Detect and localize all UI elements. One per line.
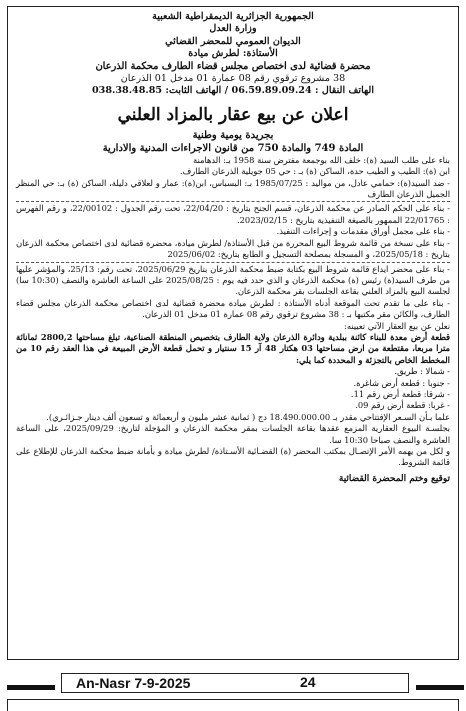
divider	[16, 262, 450, 263]
page-footer	[61, 673, 409, 693]
paragraph-property-description: قطعة أرض معدة للبناء كائنة ببلدية ودائرة الذرعان ولاية الطارف بتخصيص المنطقة الصناعية، تبلغ مساحتها 2800,2 ثمانائة مترا مربعا، مقتطعة من ارض مساحتها 03 هكتار 48 آر 15 سنتيار و تحمل قطعة الأرض المبيعة في هذا العقد رقم 10 من المخطط الخاص بالتجزئة و المحددة كما يلي:	[16, 331, 450, 365]
jurisdiction-line: محضرة قضائية لدى اختصاص مجلس قضاء الطارف محكمة الذرعان	[95, 60, 371, 72]
signature-line: توقيع وختم المحضرة القضائية	[338, 473, 450, 484]
paragraph-judgment: - بناء على الحكم الصادر عن محكمة الذرعان، قسم الجنح بتاريخ : 22/04/20، تحت رقم الجدول : 22/00102، و رقم الفهرس : 22/01765 الممهور بالصيغة التنفيذية بتاريخ : 2023/02/15.	[16, 203, 451, 225]
page-number: 24	[300, 674, 316, 690]
paragraph-execution-papers: - بناء على مجمل أوراق مقدمات و إجراءات التنفيذ.	[276, 226, 450, 237]
paragraph-plaintiff: بناء على طلب السيد (ة): خلف الله بوجمعة مفترض سنة 1958 بـ: الدهامنة	[193, 154, 450, 165]
paragraph-bailiff: - بناء على ما تقدم تحت الموقعة أدناه الأستاذة : لطرش ميادة محضرة قضائية لدى اختصاص محكمة الذرعان مجلس قضاء الطارف، والكائن مقر مكتبها بـ : 38 مشروع ترقوي رقم 08 عمارة 01 مدخل 01 الذرعان.	[16, 297, 450, 320]
paragraph-opening-price: علما بـأن السـعر الإفتتاحي مقدر بـ 18.490.000.00 دج ( ثمانية عشر مليون و أربعمائة و تسعون ألف دينار جـزائـري).	[46, 411, 450, 422]
boundary-east: - شرقا: قطعة أرض رقم 11.	[350, 388, 450, 399]
announcement-content	[8, 7, 458, 486]
paragraph-plaintiff-parents: ابن (ة): الطيب و الطيب حدة، الساكن (ة) بـ : حي 05 جويلية الذرعان الطارف.	[179, 166, 450, 177]
footer-date: An-Nasr 7-9-2025	[76, 675, 191, 691]
office-heading: الديوان العمومي للمحضر القضائي	[165, 35, 301, 47]
next-frame-edge	[7, 699, 459, 711]
paragraph-defendant: - ضد السيد(ة): حمامي عادل، من مواليد : 1985/07/25 بـ: البسباس، ابن(ة): عمار و لعلاقي دليلة، الساكن (ة) بـ: حي المنظر الجميل الذرعان الطارف	[16, 177, 450, 200]
announcement-title: اعلان عن بيع عقار بالمزاد العلني	[117, 104, 349, 125]
paragraph-deposit-record: - بناء على محضر ايداع قائمة شروط البيع بكتابة ضبط محكمة الذرعان بتاريخ 2025/06/29، تحت رقم: 25/13، والمؤشر عليها من طرف السيد(ة) رئيس (ة) محكمة الذرعان و الذي حدد فيه يوم : 2025/08/25 على الساعة العاشرة والنصف (10:30 سا) لجلسة البيع بالمزاد العلني بقاعة الجلسات بقر محكمة الذرعان.	[16, 263, 450, 297]
divider	[16, 201, 450, 202]
legal-articles-line: المادة 749 والمادة 750 من قانون الاجراءات المدنية والادارية	[102, 142, 364, 154]
phones-line: الهاتف النقال : 06.59.89.09.24 / الهاتف الثابت: 038.38.48.85	[91, 85, 374, 97]
footer-bar-left	[7, 685, 55, 690]
paragraph-sale-notice: نعلن عن بيع العقار الآتي تعيينه:	[344, 320, 450, 331]
footer-bar-right	[416, 685, 464, 690]
newspaper-line: بجريدة يومية وطنية	[192, 129, 274, 141]
ministry-heading: وزارة العدل	[209, 23, 257, 35]
address-line: 38 مشروع ترقوي رقم 08 عمارة 01 مدخل 01 الذرعان	[120, 73, 346, 85]
boundary-west: - غربا: قطعة أرض رقم 09.	[355, 400, 450, 411]
announcement-frame	[7, 6, 459, 660]
boundary-north: - شمالا : طريق.	[394, 366, 450, 377]
paragraph-auction-session: بجلسـة البيوع العقارية المزمع عقدها بقاعة الجلسات بمقر محكمة الذرعان و المؤجلة لتاريخ: 2025/09/29، على الساعة العاشرة والنصف صباحا 10:30 سا.	[16, 423, 450, 445]
boundary-south: - جنوبا : قطعة أرض شاغرة.	[353, 377, 450, 388]
paragraph-conditions-list: - بناء على نسخة من قائمة شروط البيع المحررة من قبل الأستاذة/ لطرش ميادة، محضرة قضائية لدى اختصاص محكمة الذرعان بتاريخ : 2025/05/18، و المسجلة بمصلحة التسجيل و الطابع بتاريخ: 2025/06/02	[16, 237, 450, 260]
officer-name: الأستاذة: لطرش ميادة	[188, 48, 278, 60]
republic-heading: الجمهورية الجزائرية الديمقراطية الشعبية	[152, 11, 314, 22]
paragraph-contact: و لكل من يهمه الأمر الإتصـال بمكتب المحضر (ة) القضـائية الأسـتاذة/ لطرش ميادة و بأمانة ضبط محكمة الذرعان للإطلاع على قائمة الشروط.	[16, 446, 450, 468]
